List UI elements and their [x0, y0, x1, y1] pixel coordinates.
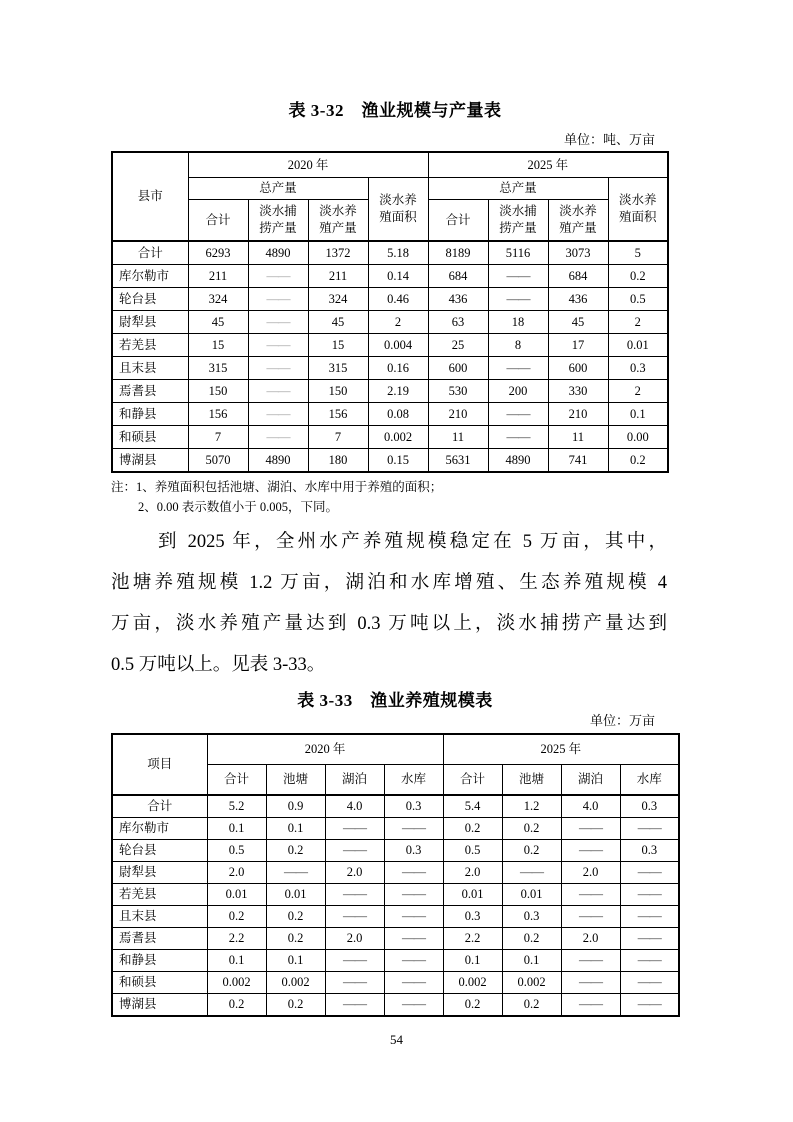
table-row	[112, 928, 679, 950]
cell: 324	[308, 288, 368, 311]
cell: 17	[548, 334, 608, 357]
cell: ——	[488, 357, 548, 380]
cell: 0.2	[266, 928, 325, 950]
cell: ——	[325, 884, 384, 906]
table-row	[112, 380, 668, 403]
cell: 7	[308, 426, 368, 449]
cell: 210	[548, 403, 608, 426]
cell: ——	[248, 426, 308, 449]
cell: ——	[488, 288, 548, 311]
cell: ——	[561, 840, 620, 862]
row-label: 且末县	[112, 906, 207, 928]
cell: 315	[188, 357, 248, 380]
cell: 0.3	[608, 357, 668, 380]
table-33-unit-label: 单位：万亩	[589, 713, 655, 728]
cell: 0.1	[266, 950, 325, 972]
row-label: 轮台县	[112, 288, 188, 311]
cell: 0.2	[608, 449, 668, 473]
row-label: 且末县	[112, 357, 188, 380]
header-cell-lake: 湖泊	[325, 765, 384, 796]
cell: 150	[308, 380, 368, 403]
cell: 5.4	[443, 795, 502, 818]
cell: ——	[384, 950, 443, 972]
cell: 211	[188, 265, 248, 288]
cell: 0.01	[443, 884, 502, 906]
cell: 2.0	[443, 862, 502, 884]
cell: 0.08	[368, 403, 428, 426]
cell: 0.002	[443, 972, 502, 994]
cell: 0.1	[502, 950, 561, 972]
table-row	[112, 426, 668, 449]
cell: ——	[620, 972, 679, 994]
table-row	[112, 862, 679, 884]
cell: ——	[384, 906, 443, 928]
cell: ——	[384, 994, 443, 1017]
cell: ——	[384, 862, 443, 884]
cell: 0.2	[207, 906, 266, 928]
cell: ——	[620, 950, 679, 972]
cell: 0.14	[368, 265, 428, 288]
row-label: 和静县	[112, 950, 207, 972]
cell: 0.3	[502, 906, 561, 928]
cell: 5116	[488, 241, 548, 265]
header-cell-lake: 湖泊	[561, 765, 620, 796]
row-label: 焉耆县	[112, 928, 207, 950]
cell: ——	[248, 357, 308, 380]
cell: 0.3	[384, 840, 443, 862]
table-row	[112, 288, 668, 311]
cell: ——	[620, 862, 679, 884]
cell: 0.002	[207, 972, 266, 994]
header-cell-total-production: 总产量	[428, 178, 608, 200]
cell: 180	[308, 449, 368, 473]
cell: 2.19	[368, 380, 428, 403]
row-label: 库尔勒市	[112, 265, 188, 288]
header-cell-reservoir: 水库	[620, 765, 679, 796]
cell: ——	[502, 862, 561, 884]
header-cell-corner: 县市	[112, 152, 188, 241]
cell: ——	[561, 972, 620, 994]
header-cell-year-2020: 2020 年	[188, 152, 428, 178]
table-row	[112, 818, 679, 840]
row-label: 博湖县	[112, 449, 188, 473]
cell: ——	[620, 928, 679, 950]
cell: 5070	[188, 449, 248, 473]
row-label: 和硕县	[112, 972, 207, 994]
cell: 0.16	[368, 357, 428, 380]
cell: 200	[488, 380, 548, 403]
cell: 7	[188, 426, 248, 449]
paragraph-line: 0.5 万吨以上。见表 3-33。	[111, 655, 326, 675]
header-cell-subtotal: 合计	[428, 200, 488, 242]
cell: 0.2	[502, 818, 561, 840]
header-cell-subtotal: 合计	[188, 200, 248, 242]
cell: 330	[548, 380, 608, 403]
cell: 2.2	[443, 928, 502, 950]
header-cell-pond: 池塘	[502, 765, 561, 796]
cell: ——	[488, 403, 548, 426]
cell: 0.01	[608, 334, 668, 357]
cell: 8	[488, 334, 548, 357]
header-cell-pond: 池塘	[266, 765, 325, 796]
table-row	[112, 357, 668, 380]
header-cell-corner: 项目	[112, 734, 207, 795]
row-label: 合计	[112, 241, 188, 265]
cell: 0.2	[207, 994, 266, 1017]
cell: 156	[308, 403, 368, 426]
cell: 6293	[188, 241, 248, 265]
cell: 4890	[248, 449, 308, 473]
cell: ——	[248, 403, 308, 426]
cell: 2.0	[561, 928, 620, 950]
cell: 0.2	[266, 906, 325, 928]
cell: ——	[325, 972, 384, 994]
cell: 150	[188, 380, 248, 403]
cell: 0.2	[443, 994, 502, 1017]
row-label: 和硕县	[112, 426, 188, 449]
cell: 0.002	[368, 426, 428, 449]
paragraph-line: 到 2025 年，全州水产养殖规模稳定在 5 万亩，其中，	[158, 532, 667, 552]
cell: 0.2	[502, 840, 561, 862]
cell: 0.01	[266, 884, 325, 906]
cell: 315	[308, 357, 368, 380]
cell: ——	[325, 994, 384, 1017]
cell: ——	[266, 862, 325, 884]
cell: 2	[608, 380, 668, 403]
cell: 5631	[428, 449, 488, 473]
cell: 0.2	[266, 840, 325, 862]
row-label: 焉耆县	[112, 380, 188, 403]
header-cell-year-2020: 2020 年	[207, 734, 443, 765]
table-row	[112, 840, 679, 862]
cell: ——	[248, 334, 308, 357]
cell: 18	[488, 311, 548, 334]
table-row	[112, 972, 679, 994]
table-row	[112, 334, 668, 357]
cell: 0.3	[620, 795, 679, 818]
cell: 45	[188, 311, 248, 334]
cell: ——	[620, 906, 679, 928]
cell: 0.2	[266, 994, 325, 1017]
header-cell-subtotal: 合计	[443, 765, 502, 796]
cell: 684	[428, 265, 488, 288]
cell: 0.2	[443, 818, 502, 840]
cell: 1.2	[502, 795, 561, 818]
cell: 0.00	[608, 426, 668, 449]
cell: 0.2	[502, 928, 561, 950]
row-label: 库尔勒市	[112, 818, 207, 840]
cell: 0.5	[207, 840, 266, 862]
page-number: 54	[390, 1032, 403, 1047]
cell: ——	[384, 972, 443, 994]
table-row	[112, 950, 679, 972]
row-label: 博湖县	[112, 994, 207, 1017]
header-cell-capture-production: 淡水捕捞产量	[488, 200, 548, 242]
header-cell-aquaculture-production: 淡水养殖产量	[548, 200, 608, 242]
cell: ——	[620, 884, 679, 906]
cell: 0.002	[266, 972, 325, 994]
cell: 741	[548, 449, 608, 473]
cell: 4.0	[561, 795, 620, 818]
table-row	[112, 795, 679, 818]
cell: ——	[488, 426, 548, 449]
cell: 156	[188, 403, 248, 426]
row-label: 合计	[112, 795, 207, 818]
cell: 11	[548, 426, 608, 449]
table-row	[112, 311, 668, 334]
row-label: 尉犁县	[112, 862, 207, 884]
table-32-header	[112, 152, 668, 241]
cell: 0.1	[207, 950, 266, 972]
body-paragraph	[111, 522, 667, 686]
cell: 5.2	[207, 795, 266, 818]
cell: ——	[384, 928, 443, 950]
cell: 2	[368, 311, 428, 334]
cell: 0.1	[207, 818, 266, 840]
cell: ——	[561, 950, 620, 972]
row-label: 尉犁县	[112, 311, 188, 334]
cell: 0.1	[608, 403, 668, 426]
cell: 530	[428, 380, 488, 403]
cell: ——	[488, 265, 548, 288]
table-row	[112, 403, 668, 426]
cell: 4890	[248, 241, 308, 265]
cell: 0.9	[266, 795, 325, 818]
cell: ——	[561, 994, 620, 1017]
cell: 210	[428, 403, 488, 426]
header-cell-total-production: 总产量	[188, 178, 368, 200]
table-row	[112, 449, 668, 473]
cell: ——	[561, 906, 620, 928]
table-33-title: 表 3-33 渔业养殖规模表	[297, 691, 493, 710]
cell: 436	[428, 288, 488, 311]
page-content	[111, 0, 679, 1017]
cell: ——	[325, 840, 384, 862]
header-cell-aquaculture-area: 淡水养殖面积	[608, 178, 668, 242]
cell: 0.01	[502, 884, 561, 906]
table-32	[111, 151, 669, 473]
header-cell-subtotal: 合计	[207, 765, 266, 796]
cell: 0.46	[368, 288, 428, 311]
table-row	[112, 884, 679, 906]
header-cell-aquaculture-production: 淡水养殖产量	[308, 200, 368, 242]
cell: 25	[428, 334, 488, 357]
cell: 2.0	[207, 862, 266, 884]
cell: 0.1	[266, 818, 325, 840]
cell: 2.0	[561, 862, 620, 884]
cell: 1372	[308, 241, 368, 265]
cell: ——	[620, 818, 679, 840]
header-cell-capture-production: 淡水捕捞产量	[248, 200, 308, 242]
cell: 0.3	[384, 795, 443, 818]
cell: 684	[548, 265, 608, 288]
cell: 8189	[428, 241, 488, 265]
table-33-header	[112, 734, 679, 795]
cell: 0.2	[608, 265, 668, 288]
table-32-title: 表 3-32 渔业规模与产量表	[288, 101, 502, 120]
cell: 0.002	[502, 972, 561, 994]
cell: 2.2	[207, 928, 266, 950]
cell: 5	[608, 241, 668, 265]
cell: ——	[248, 265, 308, 288]
header-cell-year-2025: 2025 年	[428, 152, 668, 178]
cell: 0.3	[620, 840, 679, 862]
cell: ——	[325, 906, 384, 928]
row-label: 若羌县	[112, 334, 188, 357]
cell: 0.004	[368, 334, 428, 357]
row-label: 和静县	[112, 403, 188, 426]
table-row	[112, 906, 679, 928]
cell: 15	[308, 334, 368, 357]
note-line-2: 2、0.00 表示数值小于 0.005，下同。	[138, 500, 339, 514]
cell: 0.5	[443, 840, 502, 862]
cell: 2.0	[325, 928, 384, 950]
table-row	[112, 265, 668, 288]
cell: 2	[608, 311, 668, 334]
cell: 2.0	[325, 862, 384, 884]
cell: 0.5	[608, 288, 668, 311]
cell: ——	[561, 884, 620, 906]
table-33	[111, 733, 680, 1017]
cell: 15	[188, 334, 248, 357]
header-cell-reservoir: 水库	[384, 765, 443, 796]
cell: 3073	[548, 241, 608, 265]
table-32-notes	[111, 477, 679, 517]
cell: ——	[325, 818, 384, 840]
header-cell-aquaculture-area: 淡水养殖面积	[368, 178, 428, 242]
cell: 600	[548, 357, 608, 380]
cell: ——	[384, 818, 443, 840]
table-row	[112, 994, 679, 1017]
header-cell-year-2025: 2025 年	[443, 734, 679, 765]
cell: 600	[428, 357, 488, 380]
cell: 11	[428, 426, 488, 449]
cell: 436	[548, 288, 608, 311]
cell: 211	[308, 265, 368, 288]
table-32-body	[112, 241, 668, 472]
cell: ——	[248, 380, 308, 403]
cell: 0.1	[443, 950, 502, 972]
cell: ——	[561, 818, 620, 840]
table-32-unit-label: 单位：吨、万亩	[563, 132, 655, 147]
cell: 45	[548, 311, 608, 334]
cell: ——	[248, 288, 308, 311]
cell: 0.15	[368, 449, 428, 473]
cell: 4.0	[325, 795, 384, 818]
paragraph-line: 池塘养殖规模 1.2 万亩，湖泊和水库增殖、生态养殖规模 4	[111, 573, 667, 593]
note-line-1: 注：1、养殖面积包括池塘、湖泊、水库中用于养殖的面积；	[111, 480, 443, 494]
table-row	[112, 241, 668, 265]
cell: ——	[248, 311, 308, 334]
cell: 0.2	[502, 994, 561, 1017]
cell: 63	[428, 311, 488, 334]
cell: 5.18	[368, 241, 428, 265]
cell: 4890	[488, 449, 548, 473]
cell: ——	[384, 884, 443, 906]
row-label: 轮台县	[112, 840, 207, 862]
row-label: 若羌县	[112, 884, 207, 906]
cell: ——	[325, 950, 384, 972]
cell: 0.3	[443, 906, 502, 928]
cell: 0.01	[207, 884, 266, 906]
cell: 45	[308, 311, 368, 334]
cell: ——	[620, 994, 679, 1017]
cell: 324	[188, 288, 248, 311]
table-33-body	[112, 795, 679, 1016]
paragraph-line: 万亩，淡水养殖产量达到 0.3 万吨以上，淡水捕捞产量达到	[111, 614, 667, 634]
